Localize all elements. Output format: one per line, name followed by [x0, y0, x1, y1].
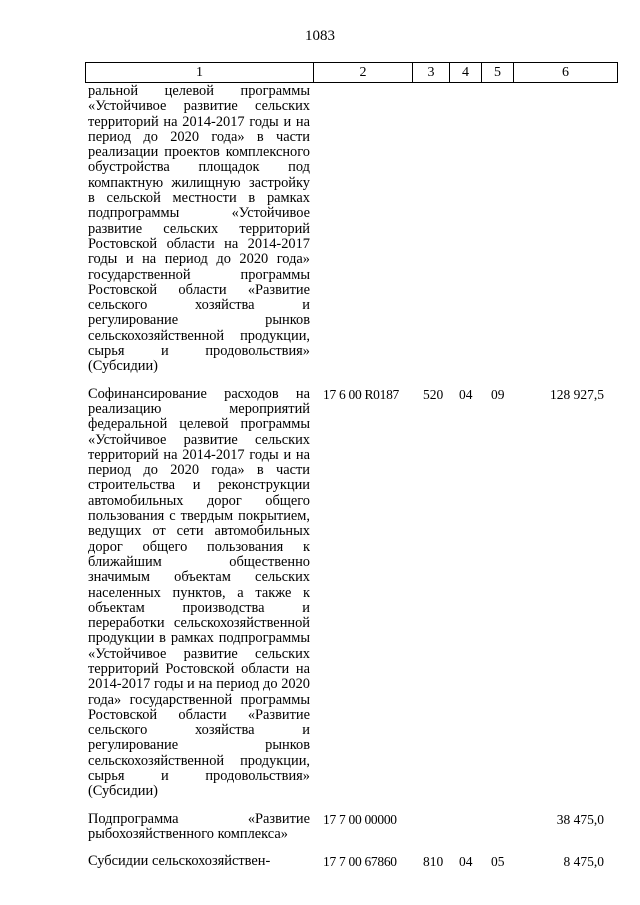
- row-description: ральной целевой программы «Устойчивое развитие сельских территорий на 2014-2017 годы и на период до 2020 года» в части реализации проектов комплексного обустройства площадок под компактную жилищную застройку в сельской местности в рамках подпрограммы «Устойчивое развитие сельских территорий Ростовской области на 2014-2017 годы и на период до 2020 года» государственной программы Ростовской области «Развитие сельского хозяйства и регулирование рынков сельскохозяйственной продукции, сырья и продовольствия» (Субсидии): [88, 83, 310, 375]
- table-row: [85, 84, 616, 375]
- table-body: [85, 84, 616, 870]
- row-sum: 8 475,0: [563, 854, 604, 870]
- header-col-1: 1: [86, 63, 314, 82]
- table-row: [85, 812, 616, 843]
- table-row: [85, 387, 616, 800]
- row-sum: 38 475,0: [556, 811, 604, 827]
- row-sum: 128 927,5: [550, 386, 604, 402]
- header-col-3: 3: [413, 63, 450, 82]
- row-expense-type: 520: [423, 386, 444, 402]
- row-description: Субсидии сельскохозяйствен-: [88, 853, 271, 870]
- row-code: 17 7 00 00000: [323, 811, 397, 827]
- header-col-5: 5: [482, 63, 514, 82]
- row-description: Софинансирование расходов на реализацию мероприятий федеральной целевой программы «Устойчивое развитие сельских территорий на 2014-2017 годы и на период до 2020 года» в части строительства и реконструкции автомобильных дорог общего пользования с твердым покрытием, ведущих от сети автомобильных дорог общего пользования к ближайшим общественно значимым объектам сельских населенных пунктов, а также к объектам производства и переработки сельскохозяйственной продукции в рамках подпрограммы «Устойчивое развитие сельских территорий Ростовской области на 2014-2017 годы и на период до 2020 года» государственной программы Ростовской области «Развитие сельского хозяйства и регулирование рынков сельскохозяйственной продукции, сырья и продовольствия» (Субсидии): [88, 385, 310, 800]
- header-col-2: 2: [314, 63, 413, 82]
- row-description: Подпрограмма «Развитие рыбохозяйственного комплекса»: [88, 810, 310, 842]
- row-subsection: 05: [491, 854, 505, 870]
- header-col-6: 6: [562, 65, 569, 80]
- row-section: 04: [459, 854, 473, 870]
- table-header: [85, 62, 618, 83]
- header-col-4: 4: [450, 63, 482, 82]
- page-number: 1083: [305, 28, 335, 44]
- row-code: 17 7 00 67860: [323, 854, 397, 870]
- table-row: [85, 854, 616, 869]
- row-expense-type: 810: [423, 854, 444, 870]
- row-subsection: 09: [491, 386, 505, 402]
- row-code: 17 6 00 R0187: [323, 386, 399, 402]
- row-section: 04: [459, 386, 473, 402]
